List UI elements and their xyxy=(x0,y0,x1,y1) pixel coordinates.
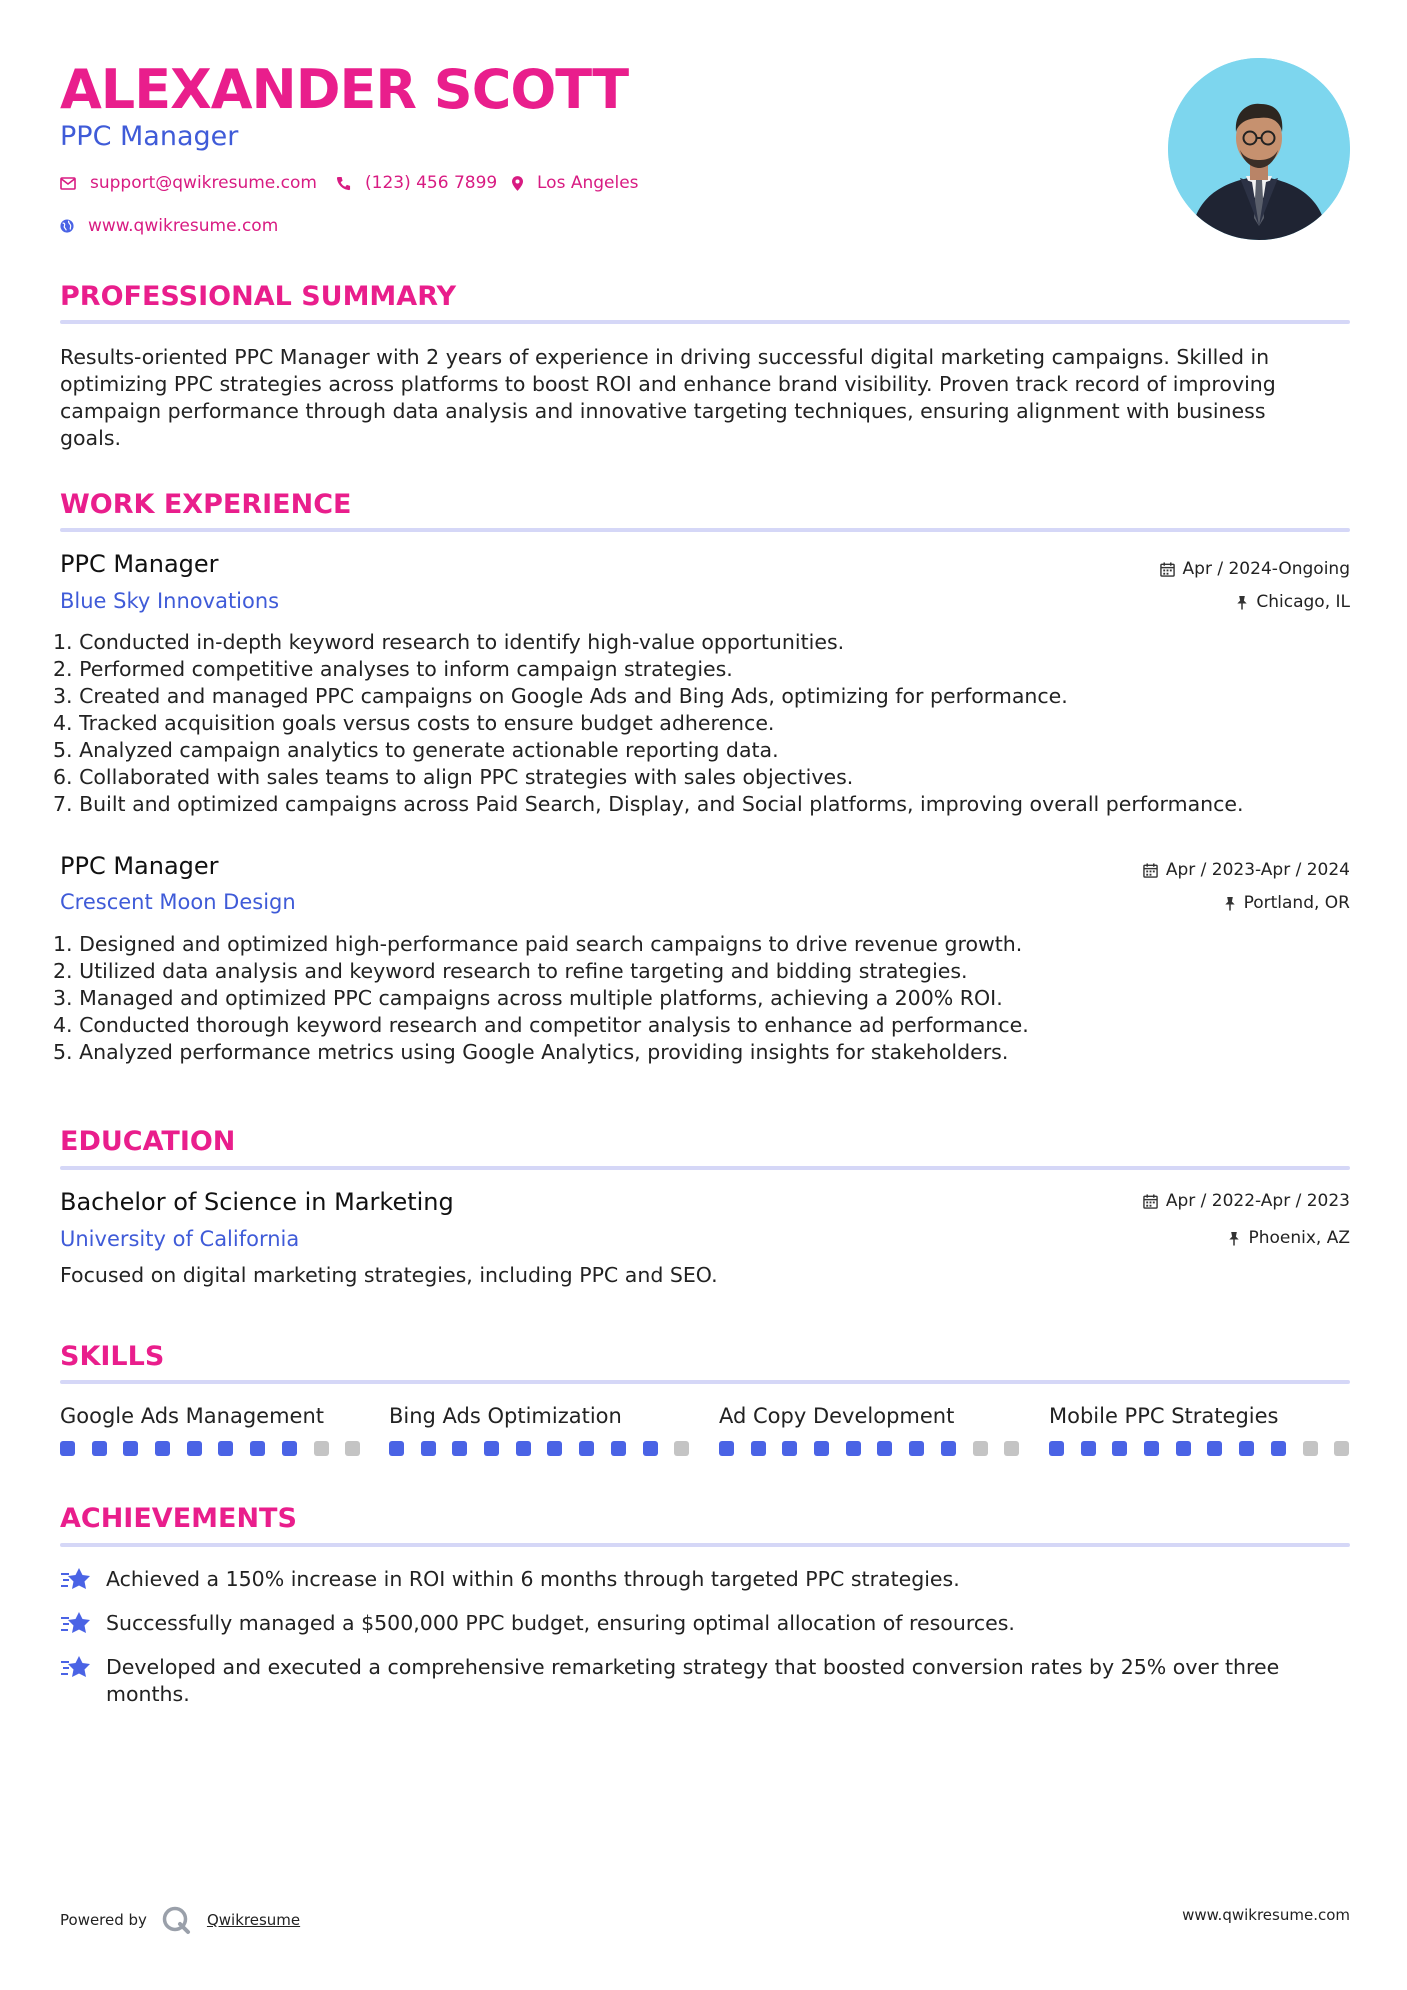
qwikresume-logo-icon xyxy=(161,1905,191,1935)
skill-dot-filled xyxy=(123,1441,138,1456)
skill-dot-filled xyxy=(719,1441,734,1456)
phone-icon xyxy=(336,176,351,191)
skill-dot-filled xyxy=(1271,1441,1286,1456)
education-school: University of California xyxy=(60,1227,300,1251)
skill-dot-filled xyxy=(1049,1441,1064,1456)
section-title-skills: SKILLS xyxy=(60,1341,165,1372)
skill-dot-filled xyxy=(941,1441,956,1456)
list-item: 7. Built and optimized campaigns across Paid Search, Display, and Social platforms, improving overall performance. xyxy=(53,792,1244,816)
skill-dot-filled xyxy=(484,1441,499,1456)
skill-dot-filled xyxy=(1207,1441,1222,1456)
star-icon xyxy=(60,1654,92,1680)
section-title-summary: PROFESSIONAL SUMMARY xyxy=(60,281,457,312)
skill-dot-filled xyxy=(452,1441,467,1456)
list-item: 4. Tracked acquisition goals versus costs to ensure budget adherence. xyxy=(53,711,775,735)
phone-text: (123) 456 7899 xyxy=(365,173,498,193)
email-text: support@qwikresume.com xyxy=(90,173,317,193)
skill-name: Mobile PPC Strategies xyxy=(1049,1404,1279,1428)
summary-line: campaign performance through data analysis and innovative targeting techniques, ensuring alignment with business xyxy=(60,399,1266,423)
skill-dot-filled xyxy=(1081,1441,1096,1456)
skill-dot-empty xyxy=(674,1441,689,1456)
website-text: www.qwikresume.com xyxy=(88,216,279,236)
skill-dot-filled xyxy=(579,1441,594,1456)
list-item: 1. Designed and optimized high-performance paid search campaigns to drive revenue growth. xyxy=(53,932,1023,956)
job-location: Chicago, IL xyxy=(1236,591,1350,613)
candidate-role: PPC Manager xyxy=(60,121,239,152)
skill-dot-filled xyxy=(909,1441,924,1456)
skill-name: Google Ads Management xyxy=(60,1404,325,1428)
summary-line: Results-oriented PPC Manager with 2 years of experience in driving successful digital marketing campaigns. Skilled in xyxy=(60,345,1270,369)
skill-dot-filled xyxy=(282,1441,297,1456)
section-divider xyxy=(60,1380,1350,1384)
job-bullets xyxy=(53,629,1353,818)
list-item: 2. Utilized data analysis and keyword research to refine targeting and bidding strategies. xyxy=(53,959,968,983)
skill-dot-filled xyxy=(846,1441,861,1456)
education-description: Focused on digital marketing strategies, including PPC and SEO. xyxy=(60,1263,718,1287)
job-title: PPC Manager xyxy=(60,550,219,578)
skill-dot-filled xyxy=(814,1441,829,1456)
footer-website[interactable]: www.qwikresume.com xyxy=(1182,1906,1350,1924)
star-icon xyxy=(60,1566,92,1592)
skill-dot-filled xyxy=(643,1441,658,1456)
skill-dot-filled xyxy=(389,1441,404,1456)
calendar-icon xyxy=(1143,1194,1158,1209)
envelope-icon xyxy=(60,177,76,190)
section-title-achievements: ACHIEVEMENTS xyxy=(60,1503,297,1534)
achievement-item: Developed and executed a comprehensive remarketing strategy that boosted conversion rates by 25% over three months. xyxy=(60,1654,1350,1708)
map-pin-icon xyxy=(512,176,523,191)
list-item: 4. Conducted thorough keyword research and competitor analysis to enhance ad performance. xyxy=(53,1013,1029,1037)
list-item: 2. Performed competitive analyses to inform campaign strategies. xyxy=(53,657,733,681)
skill-dot-filled xyxy=(782,1441,797,1456)
skill-dot-filled xyxy=(877,1441,892,1456)
section-title-experience: WORK EXPERIENCE xyxy=(60,489,352,520)
skill-name: Ad Copy Development xyxy=(719,1404,955,1428)
skill-dot-filled xyxy=(60,1441,75,1456)
profile-photo xyxy=(1168,58,1350,240)
skill-dot-filled xyxy=(218,1441,233,1456)
section-divider xyxy=(60,1166,1350,1170)
list-item: 3. Created and managed PPC campaigns on Google Ads and Bing Ads, optimizing for performance. xyxy=(53,684,1068,708)
contact-location xyxy=(512,172,639,194)
summary-line: optimizing PPC strategies across platforms to boost ROI and enhance brand visibility. Proven track record of improving xyxy=(60,372,1276,396)
skill-dot-empty xyxy=(1303,1441,1318,1456)
skill-dot-filled xyxy=(92,1441,107,1456)
pushpin-icon xyxy=(1228,1231,1240,1246)
section-divider xyxy=(60,1543,1350,1547)
list-item: 1. Conducted in-depth keyword research to identify high-value opportunities. xyxy=(53,630,845,654)
achievement-item: Successfully managed a $500,000 PPC budget, ensuring optimal allocation of resources. xyxy=(60,1610,1350,1637)
job-dates: Apr / 2024-Ongoing xyxy=(1160,558,1350,580)
skill-dot-filled xyxy=(421,1441,436,1456)
list-item: 5. Analyzed campaign analytics to generate actionable reporting data. xyxy=(53,738,779,762)
footer-brand-link[interactable]: Qwikresume xyxy=(206,1911,301,1929)
summary-line: goals. xyxy=(60,426,122,450)
pushpin-icon xyxy=(1236,595,1248,610)
achievement-item: Achieved a 150% increase in ROI within 6 months through targeted PPC strategies. xyxy=(60,1566,1350,1593)
skill-dot-filled xyxy=(250,1441,265,1456)
skill-dot-empty xyxy=(1004,1441,1019,1456)
contact-phone[interactable] xyxy=(336,172,497,194)
summary-text xyxy=(60,344,1350,452)
skill-dot-empty xyxy=(1334,1441,1349,1456)
skill-dot-empty xyxy=(973,1441,988,1456)
contact-website[interactable] xyxy=(60,215,278,237)
globe-icon xyxy=(60,219,74,233)
location-text: Los Angeles xyxy=(537,173,639,193)
list-item: 5. Analyzed performance metrics using Google Analytics, providing insights for stakeholders. xyxy=(53,1040,1009,1064)
skill-dot-filled xyxy=(1144,1441,1159,1456)
skill-dot-filled xyxy=(1112,1441,1127,1456)
skill-dot-filled xyxy=(1176,1441,1191,1456)
job-dates: Apr / 2023-Apr / 2024 xyxy=(1143,859,1350,881)
job-company: Crescent Moon Design xyxy=(60,890,296,914)
education-dates: Apr / 2022-Apr / 2023 xyxy=(1143,1190,1350,1212)
skill-dot-empty xyxy=(314,1441,329,1456)
job-company: Blue Sky Innovations xyxy=(60,589,280,613)
pushpin-icon xyxy=(1224,896,1236,911)
footer-powered-by: Powered by Qwikresume xyxy=(60,1905,300,1935)
contact-email[interactable] xyxy=(60,172,317,194)
skill-rating xyxy=(389,1441,706,1456)
calendar-icon xyxy=(1143,863,1158,878)
skill-dot-filled xyxy=(187,1441,202,1456)
education-degree: Bachelor of Science in Marketing xyxy=(60,1188,454,1216)
skill-dot-filled xyxy=(547,1441,562,1456)
section-divider xyxy=(60,320,1350,324)
job-bullets xyxy=(53,931,1353,1066)
skill-name: Bing Ads Optimization xyxy=(389,1404,622,1428)
list-item: 3. Managed and optimized PPC campaigns across multiple platforms, achieving a 200% ROI. xyxy=(53,986,1003,1010)
skill-dot-filled xyxy=(155,1441,170,1456)
skill-dot-empty xyxy=(345,1441,360,1456)
job-location: Portland, OR xyxy=(1224,892,1350,914)
skill-rating xyxy=(60,1441,377,1456)
candidate-name: ALEXANDER SCOTT xyxy=(60,58,629,121)
calendar-icon xyxy=(1160,562,1175,577)
star-icon xyxy=(60,1610,92,1636)
education-location: Phoenix, AZ xyxy=(1228,1227,1350,1249)
skill-rating xyxy=(1049,1441,1366,1456)
section-title-education: EDUCATION xyxy=(60,1126,236,1157)
skill-dot-filled xyxy=(516,1441,531,1456)
job-title: PPC Manager xyxy=(60,852,219,880)
skill-dot-filled xyxy=(1239,1441,1254,1456)
skill-rating xyxy=(719,1441,1036,1456)
skill-dot-filled xyxy=(611,1441,626,1456)
section-divider xyxy=(60,528,1350,532)
list-item: 6. Collaborated with sales teams to align PPC strategies with sales objectives. xyxy=(53,765,854,789)
skill-dot-filled xyxy=(751,1441,766,1456)
